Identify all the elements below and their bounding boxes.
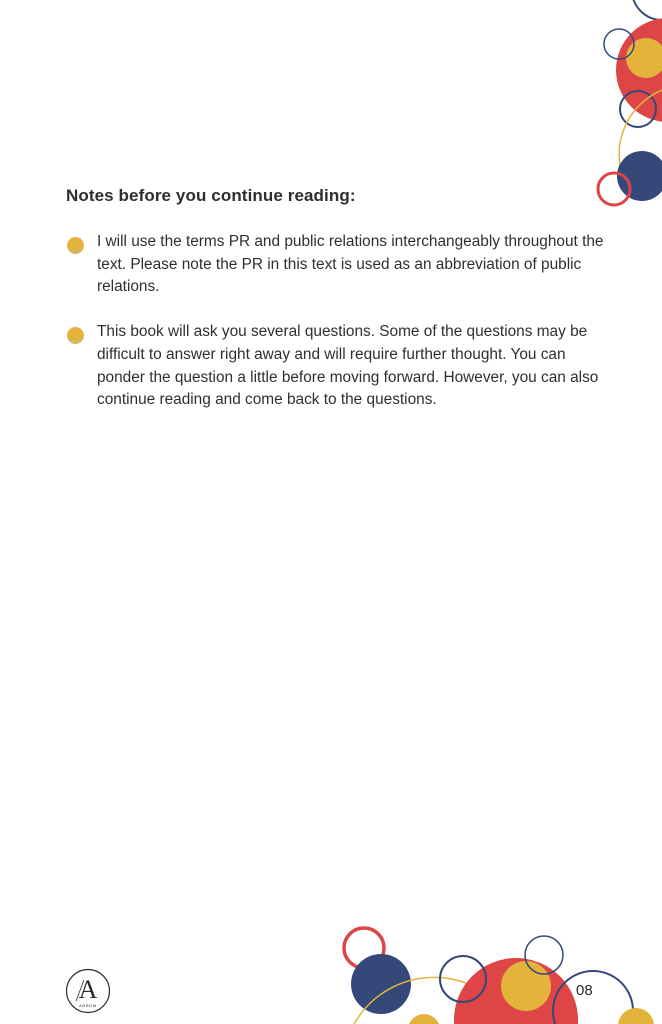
- note-item: [66, 321, 606, 412]
- gold-disc-bottom-small: [408, 1014, 440, 1024]
- publisher-logo: [65, 968, 111, 1014]
- note-text: This book will ask you several questions. Some of the questions may be difficult to answer right away and will require further thought. You can ponder the question a little before moving forward. However, you can also continue reading and come back to the questions.: [97, 323, 599, 409]
- navy-ring-top: [632, 0, 662, 20]
- logo-letter: A: [78, 975, 98, 1004]
- gold-disc-bottom: [501, 961, 551, 1011]
- page-number: 08: [576, 982, 593, 999]
- notes-list: [66, 231, 606, 434]
- gold-bullet-icon: [66, 326, 85, 345]
- gold-bullet-icon: [66, 236, 85, 255]
- navy-disc-bottom: [351, 954, 411, 1014]
- gold-disc-corner: [618, 1008, 654, 1024]
- logo-subtext: ABROM: [79, 1003, 97, 1008]
- note-item: [66, 231, 606, 299]
- note-text: I will use the terms PR and public relations interchangeably throughout the text. Please note the PR in this text is used as an abbreviation of public relations.: [97, 233, 604, 296]
- page-heading: Notes before you continue reading:: [66, 186, 356, 205]
